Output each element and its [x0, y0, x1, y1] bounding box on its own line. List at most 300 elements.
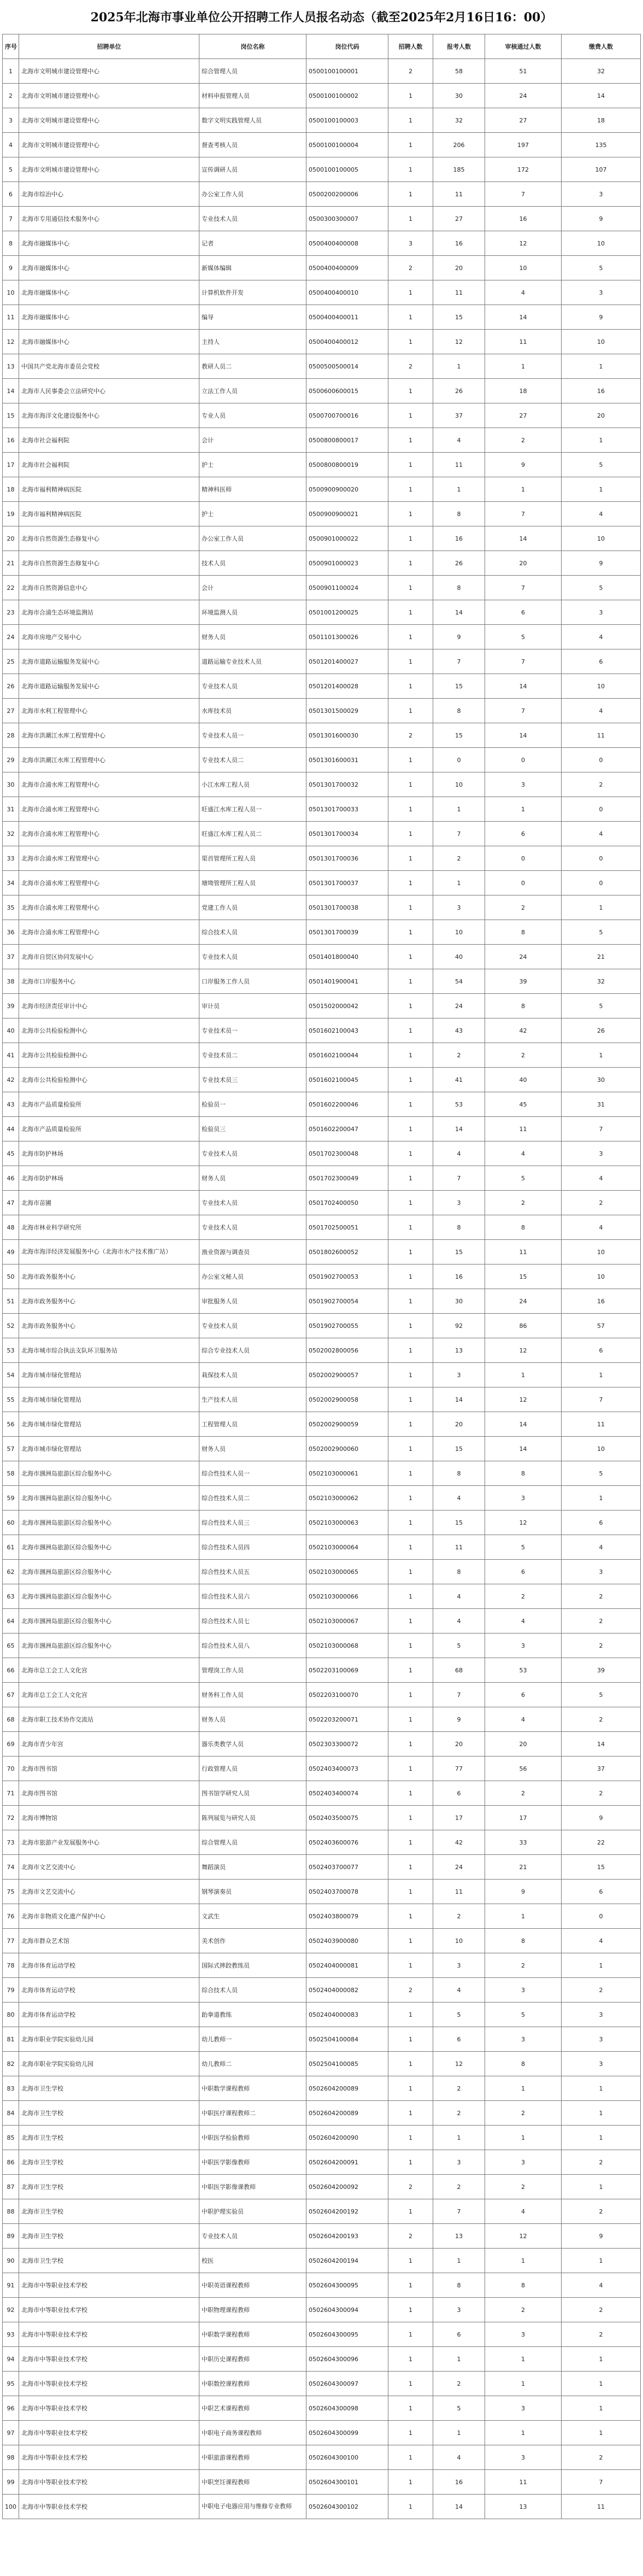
position-name: 专业技术人员	[199, 1141, 306, 1166]
applicant-count: 8	[433, 1560, 485, 1584]
applicant-count: 27	[433, 207, 485, 231]
applicant-count: 24	[433, 1855, 485, 1880]
position-name: 专业技术人员	[199, 2224, 306, 2249]
applicant-count: 14	[433, 1387, 485, 1412]
approved-count: 12	[485, 2224, 562, 2249]
position-code: 0501301700038	[306, 895, 388, 920]
approved-count: 11	[485, 330, 562, 354]
row-no: 25	[3, 649, 19, 674]
quota-count: 1	[388, 1092, 433, 1117]
paid-count: 2	[562, 772, 641, 797]
unit-name: 北海市卫生学校	[19, 2101, 199, 2126]
applicant-count: 6	[433, 1781, 485, 1806]
position-name: 财务人员	[199, 625, 306, 649]
paid-count: 10	[562, 526, 641, 551]
unit-name: 北海市卫生学校	[19, 2199, 199, 2224]
approved-count: 3	[485, 1978, 562, 2003]
unit-name: 北海市海洋文化建设服务中心	[19, 403, 199, 428]
quota-count: 1	[388, 1437, 433, 1461]
row-no: 87	[3, 2175, 19, 2199]
row-no: 55	[3, 1387, 19, 1412]
table-row	[3, 379, 641, 403]
quota-count: 1	[388, 2003, 433, 2027]
table-row	[3, 2076, 641, 2101]
paid-count: 7	[562, 2470, 641, 2495]
unit-name: 北海市涠洲岛旅游区综合服务中心	[19, 1461, 199, 1486]
applicant-count: 15	[433, 1437, 485, 1461]
position-code: 0501702300048	[306, 1141, 388, 1166]
quota-count: 1	[388, 2273, 433, 2298]
applicant-count: 8	[433, 1461, 485, 1486]
table-row	[3, 2199, 641, 2224]
unit-name: 北海市总工会工人文化宫	[19, 1683, 199, 1707]
quota-count: 1	[388, 969, 433, 994]
position-code: 0502604200089	[306, 2101, 388, 2126]
quota-count: 1	[388, 1880, 433, 1904]
paid-count: 11	[562, 723, 641, 748]
position-code: 0501902700055	[306, 1314, 388, 1338]
unit-name: 北海市卫生学校	[19, 2126, 199, 2150]
table-row	[3, 1117, 641, 1141]
unit-name: 北海市自然资源信息中心	[19, 576, 199, 600]
table-row	[3, 797, 641, 822]
position-name: 财务人员	[199, 1707, 306, 1732]
position-code: 0502604300099	[306, 2421, 388, 2445]
unit-name: 北海市融媒体中心	[19, 330, 199, 354]
paid-count: 0	[562, 748, 641, 772]
paid-count: 1	[562, 1486, 641, 1511]
applicant-count: 10	[433, 772, 485, 797]
applicant-count: 1	[433, 2249, 485, 2273]
applicant-count: 6	[433, 2322, 485, 2347]
unit-name: 北海市卫生学校	[19, 2249, 199, 2273]
position-code: 0502203100070	[306, 1683, 388, 1707]
table-row	[3, 1092, 641, 1117]
unit-name: 北海市产品质量检验所	[19, 1092, 199, 1117]
unit-name: 北海市防护林场	[19, 1141, 199, 1166]
paid-count: 1	[562, 895, 641, 920]
paid-count: 4	[562, 1929, 641, 1953]
position-name: 专业技术人员	[199, 945, 306, 969]
row-no: 89	[3, 2224, 19, 2249]
position-name: 中职艺术课程教师	[199, 2396, 306, 2421]
row-no: 79	[3, 1978, 19, 2003]
paid-count: 1	[562, 2396, 641, 2421]
table-row	[3, 1486, 641, 1511]
applicant-count: 1	[433, 477, 485, 502]
table-row	[3, 231, 641, 256]
position-code: 0502303300072	[306, 1732, 388, 1757]
position-name: 检验员一	[199, 1092, 306, 1117]
position-name: 财务人员	[199, 1166, 306, 1191]
position-code: 0502604300100	[306, 2445, 388, 2470]
approved-count: 7	[485, 576, 562, 600]
position-code: 0500100100002	[306, 84, 388, 108]
quota-count: 1	[388, 1781, 433, 1806]
unit-name: 北海市总工会工人文化宫	[19, 1658, 199, 1683]
unit-name: 北海市综治中心	[19, 182, 199, 207]
applicant-count: 15	[433, 1511, 485, 1535]
position-name: 中职医学影像课教师	[199, 2175, 306, 2199]
approved-count: 1	[485, 354, 562, 379]
position-name: 渔业资源与调查员	[199, 1240, 306, 1264]
quota-count: 1	[388, 895, 433, 920]
row-no: 72	[3, 1806, 19, 1830]
row-no: 12	[3, 330, 19, 354]
approved-count: 4	[485, 1609, 562, 1634]
position-name: 综合技术人员	[199, 920, 306, 945]
unit-name: 北海市涠洲岛旅游区综合服务中心	[19, 1535, 199, 1560]
approved-count: 11	[485, 1117, 562, 1141]
row-no: 31	[3, 797, 19, 822]
approved-count: 21	[485, 1855, 562, 1880]
table-row	[3, 428, 641, 453]
approved-count: 8	[485, 1929, 562, 1953]
position-code: 0500400400009	[306, 256, 388, 280]
row-no: 54	[3, 1363, 19, 1387]
position-code: 0502103000062	[306, 1486, 388, 1511]
row-no: 18	[3, 477, 19, 502]
unit-name: 北海市中等职业技术学校	[19, 2273, 199, 2298]
unit-name: 北海市文明城市建设管理中心	[19, 133, 199, 157]
row-no: 28	[3, 723, 19, 748]
position-code: 0501101300026	[306, 625, 388, 649]
unit-name: 北海市洪潮江水库工程管理中心	[19, 748, 199, 772]
approved-count: 14	[485, 674, 562, 699]
unit-name: 北海市自然资源生态修复中心	[19, 526, 199, 551]
table-row	[3, 84, 641, 108]
approved-count: 0	[485, 871, 562, 895]
approved-count: 7	[485, 182, 562, 207]
row-no: 75	[3, 1880, 19, 1904]
approved-count: 2	[485, 1043, 562, 1068]
unit-name: 北海市青少年宫	[19, 1732, 199, 1757]
position-name: 专业技术人员	[199, 1314, 306, 1338]
position-code: 0502404000081	[306, 1953, 388, 1978]
unit-name: 北海市城市综合执法支队环卫服务站	[19, 1338, 199, 1363]
row-no: 94	[3, 2347, 19, 2372]
position-code: 0500800800017	[306, 428, 388, 453]
table-row	[3, 1634, 641, 1658]
applicant-count: 53	[433, 1092, 485, 1117]
position-code: 0502103000067	[306, 1609, 388, 1634]
position-name: 专业技术员二	[199, 1043, 306, 1068]
quota-count: 1	[388, 207, 433, 231]
table-row	[3, 305, 641, 330]
position-name: 综合性技术人员二	[199, 1486, 306, 1511]
paid-count: 1	[562, 2175, 641, 2199]
position-name: 栽保技术人员	[199, 1363, 306, 1387]
applicant-count: 4	[433, 1978, 485, 2003]
table-row	[3, 182, 641, 207]
paid-count: 57	[562, 1314, 641, 1338]
unit-name: 北海市体育运动学校	[19, 1953, 199, 1978]
position-code: 0501301700034	[306, 822, 388, 846]
table-row	[3, 502, 641, 526]
unit-name: 北海市合浦水库工程管理中心	[19, 920, 199, 945]
applicant-count: 206	[433, 133, 485, 157]
paid-count: 0	[562, 797, 641, 822]
paid-count: 5	[562, 994, 641, 1018]
quota-count: 1	[388, 1461, 433, 1486]
table-row	[3, 1560, 641, 1584]
position-name: 口岸服务工作人员	[199, 969, 306, 994]
quota-count: 1	[388, 453, 433, 477]
table-row	[3, 1584, 641, 1609]
position-name: 中职物理课程教师	[199, 2298, 306, 2322]
position-name: 幼儿教师二	[199, 2052, 306, 2076]
table-row	[3, 2445, 641, 2470]
applicant-count: 5	[433, 2396, 485, 2421]
row-no: 100	[3, 2495, 19, 2519]
unit-name: 北海市林业科学研究所	[19, 1215, 199, 1240]
applicant-count: 30	[433, 84, 485, 108]
table-row	[3, 1929, 641, 1953]
row-no: 38	[3, 969, 19, 994]
table-row	[3, 920, 641, 945]
paid-count: 10	[562, 1264, 641, 1289]
position-code: 0502604200091	[306, 2150, 388, 2175]
position-code: 0502403800079	[306, 1904, 388, 1929]
table-row	[3, 2249, 641, 2273]
position-name: 会计	[199, 576, 306, 600]
paid-count: 2	[562, 2322, 641, 2347]
row-no: 36	[3, 920, 19, 945]
quota-count: 1	[388, 1289, 433, 1314]
quota-count: 1	[388, 1683, 433, 1707]
row-no: 30	[3, 772, 19, 797]
paid-count: 1	[562, 1363, 641, 1387]
quota-count: 1	[388, 2347, 433, 2372]
quota-count: 1	[388, 576, 433, 600]
position-code: 0501301500029	[306, 699, 388, 723]
quota-count: 1	[388, 2052, 433, 2076]
unit-name: 北海市图书馆	[19, 1757, 199, 1781]
unit-name: 北海市合浦水库工程管理中心	[19, 846, 199, 871]
paid-count: 2	[562, 2445, 641, 2470]
approved-count: 12	[485, 1338, 562, 1363]
approved-count: 1	[485, 2421, 562, 2445]
table-row	[3, 354, 641, 379]
row-no: 84	[3, 2101, 19, 2126]
quota-count: 1	[388, 1412, 433, 1437]
position-code: 0502604200089	[306, 2076, 388, 2101]
position-name: 精神科医师	[199, 477, 306, 502]
approved-count: 7	[485, 502, 562, 526]
unit-name: 北海市公共检验检测中心	[19, 1068, 199, 1092]
approved-count: 20	[485, 551, 562, 576]
position-code: 0500100100005	[306, 157, 388, 182]
row-no: 95	[3, 2372, 19, 2396]
quota-count: 1	[388, 1929, 433, 1953]
paid-count: 1	[562, 2347, 641, 2372]
applicant-count: 26	[433, 379, 485, 403]
paid-count: 5	[562, 256, 641, 280]
table-row	[3, 256, 641, 280]
table-row	[3, 2495, 641, 2519]
unit-name: 北海市卫生学校	[19, 2224, 199, 2249]
approved-count: 27	[485, 403, 562, 428]
table-row	[3, 600, 641, 625]
applicant-count: 26	[433, 551, 485, 576]
table-row	[3, 551, 641, 576]
paid-count: 4	[562, 1166, 641, 1191]
position-code: 0502103000065	[306, 1560, 388, 1584]
applicant-count: 11	[433, 453, 485, 477]
applicant-count: 8	[433, 502, 485, 526]
table-row	[3, 1658, 641, 1683]
quota-count: 1	[388, 2298, 433, 2322]
approved-count: 7	[485, 699, 562, 723]
position-code: 0501602100044	[306, 1043, 388, 1068]
paid-count: 1	[562, 2249, 641, 2273]
table-row	[3, 1215, 641, 1240]
approved-count: 17	[485, 1806, 562, 1830]
quota-count: 1	[388, 699, 433, 723]
table-row	[3, 1732, 641, 1757]
approved-count: 40	[485, 1068, 562, 1092]
position-code: 0501602200047	[306, 1117, 388, 1141]
position-name: 主持人	[199, 330, 306, 354]
applicant-count: 37	[433, 403, 485, 428]
table-row	[3, 1141, 641, 1166]
unit-name: 北海市博物馆	[19, 1806, 199, 1830]
table-row	[3, 2052, 641, 2076]
approved-count: 1	[485, 2126, 562, 2150]
applicant-count: 2	[433, 1043, 485, 1068]
position-code: 0502103000068	[306, 1634, 388, 1658]
paid-count: 10	[562, 1437, 641, 1461]
row-no: 62	[3, 1560, 19, 1584]
quota-count: 1	[388, 600, 433, 625]
approved-count: 172	[485, 157, 562, 182]
unit-name: 北海市群众艺术馆	[19, 1929, 199, 1953]
paid-count: 2	[562, 1978, 641, 2003]
row-no: 39	[3, 994, 19, 1018]
paid-count: 14	[562, 1732, 641, 1757]
position-code: 0501401800040	[306, 945, 388, 969]
position-code: 0501401900041	[306, 969, 388, 994]
position-code: 0500901000022	[306, 526, 388, 551]
position-code: 0500200200006	[306, 182, 388, 207]
position-name: 综合性技术人员六	[199, 1584, 306, 1609]
row-no: 51	[3, 1289, 19, 1314]
position-name: 专业技术人员一	[199, 723, 306, 748]
row-no: 42	[3, 1068, 19, 1092]
row-no: 53	[3, 1338, 19, 1363]
row-no: 27	[3, 699, 19, 723]
paid-count: 1	[562, 2076, 641, 2101]
applicant-count: 3	[433, 2298, 485, 2322]
row-no: 15	[3, 403, 19, 428]
position-code: 0502403700078	[306, 1880, 388, 1904]
position-code: 0502203200071	[306, 1707, 388, 1732]
applicant-count: 7	[433, 649, 485, 674]
position-name: 中职英语课程教师	[199, 2273, 306, 2298]
paid-count: 16	[562, 1289, 641, 1314]
header-position: 岗位名称	[199, 34, 306, 59]
position-code: 0501201400027	[306, 649, 388, 674]
approved-count: 53	[485, 1658, 562, 1683]
position-name: 中职烹饪课程教师	[199, 2470, 306, 2495]
row-no: 69	[3, 1732, 19, 1757]
row-no: 9	[3, 256, 19, 280]
unit-name: 北海市房地产交易中心	[19, 625, 199, 649]
unit-name: 北海市文明城市建设管理中心	[19, 84, 199, 108]
approved-count: 3	[485, 1634, 562, 1658]
quota-count: 1	[388, 330, 433, 354]
approved-count: 51	[485, 59, 562, 84]
approved-count: 12	[485, 1387, 562, 1412]
table-row	[3, 994, 641, 1018]
quota-count: 1	[388, 379, 433, 403]
applicant-count: 8	[433, 576, 485, 600]
quota-count: 1	[388, 1634, 433, 1658]
applicant-count: 4	[433, 428, 485, 453]
position-name: 旺盛江水库工程人员二	[199, 822, 306, 846]
unit-name: 北海市公共检验检测中心	[19, 1018, 199, 1043]
applicant-count: 4	[433, 2445, 485, 2470]
row-no: 66	[3, 1658, 19, 1683]
applicant-count: 40	[433, 945, 485, 969]
table-row	[3, 2273, 641, 2298]
paid-count: 2	[562, 1781, 641, 1806]
applicant-count: 8	[433, 2273, 485, 2298]
applicant-count: 16	[433, 526, 485, 551]
paid-count: 3	[562, 600, 641, 625]
position-code: 0502604200092	[306, 2175, 388, 2199]
quota-count: 1	[388, 2249, 433, 2273]
position-name: 综合性技术人员七	[199, 1609, 306, 1634]
position-code: 0500600600015	[306, 379, 388, 403]
paid-count: 21	[562, 945, 641, 969]
position-code: 0501502000042	[306, 994, 388, 1018]
table-row	[3, 895, 641, 920]
position-name: 文武生	[199, 1904, 306, 1929]
row-no: 13	[3, 354, 19, 379]
table-row	[3, 133, 641, 157]
applicant-count: 185	[433, 157, 485, 182]
quota-count: 1	[388, 133, 433, 157]
position-code: 0502103000066	[306, 1584, 388, 1609]
applicant-count: 9	[433, 625, 485, 649]
position-name: 专业技术人员	[199, 674, 306, 699]
approved-count: 2	[485, 1584, 562, 1609]
paid-count: 37	[562, 1757, 641, 1781]
applicant-count: 54	[433, 969, 485, 994]
paid-count: 5	[562, 453, 641, 477]
approved-count: 24	[485, 1289, 562, 1314]
position-name: 检验员三	[199, 1117, 306, 1141]
position-name: 审计员	[199, 994, 306, 1018]
unit-name: 北海市融媒体中心	[19, 231, 199, 256]
applicant-count: 10	[433, 920, 485, 945]
unit-name: 北海市政务服务中心	[19, 1314, 199, 1338]
paid-count: 31	[562, 1092, 641, 1117]
quota-count: 1	[388, 502, 433, 526]
unit-name: 北海市涠洲岛旅游区综合服务中心	[19, 1511, 199, 1535]
unit-name: 北海市海洋经济发展服务中心（北海市水产技术推广站）	[19, 1240, 199, 1264]
quota-count: 1	[388, 797, 433, 822]
quota-count: 1	[388, 428, 433, 453]
position-code: 0502604200194	[306, 2249, 388, 2273]
row-no: 43	[3, 1092, 19, 1117]
position-code: 0500100100003	[306, 108, 388, 133]
approved-count: 197	[485, 133, 562, 157]
row-no: 90	[3, 2249, 19, 2273]
quota-count: 1	[388, 871, 433, 895]
paid-count: 3	[562, 182, 641, 207]
